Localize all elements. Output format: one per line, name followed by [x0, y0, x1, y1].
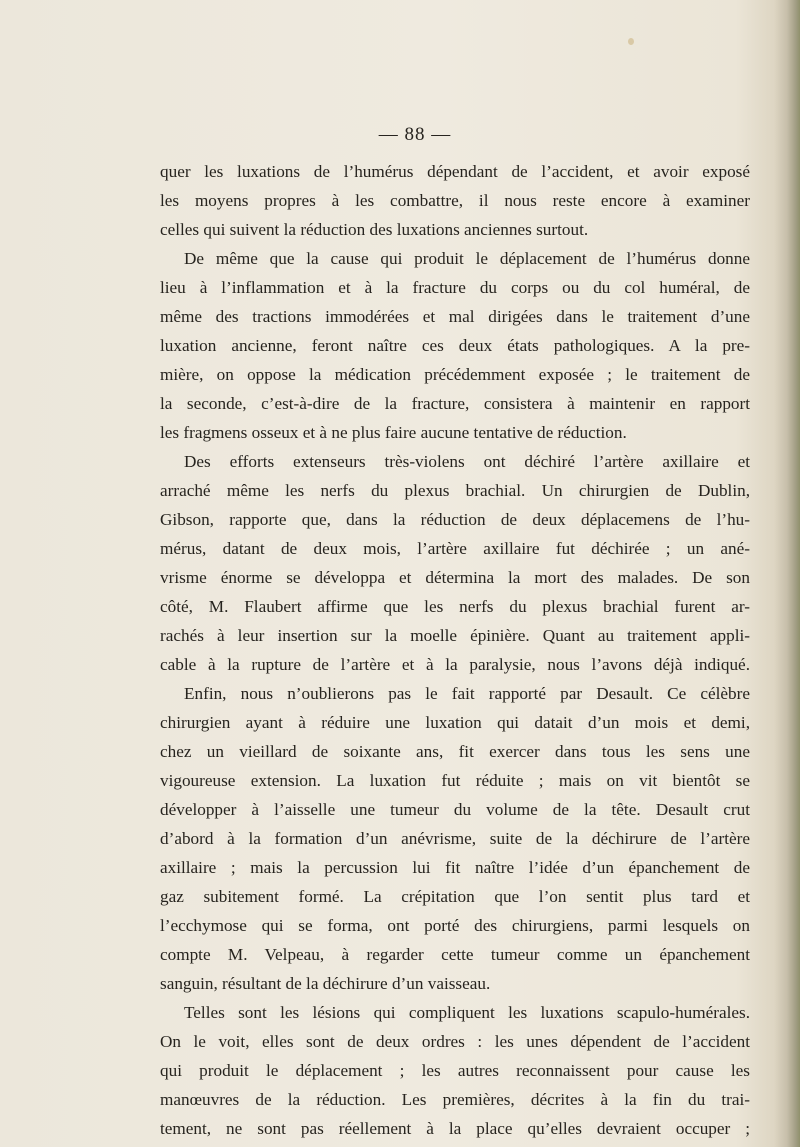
- text-line: quer les luxations de l’humérus dépendant de l’accident, et avoir exposé: [160, 162, 750, 181]
- body-text: [160, 157, 750, 1143]
- paragraph-start-line: Enfin, nous n’oublierons pas le fait rapporté par Desault. Ce célèbre: [184, 684, 750, 703]
- text-line: chirurgien ayant à réduire une luxation qui datait d’un mois et demi,: [160, 713, 750, 732]
- text-line: tement, ne sont pas réellement à la place qu’elles devraient occuper ;: [160, 1119, 750, 1138]
- text-line: l’ecchymose qui se forma, ont porté des chirurgiens, parmi lesquels on: [160, 916, 750, 935]
- text-line: vigoureuse extension. La luxation fut réduite ; mais on vit bientôt se: [160, 771, 750, 790]
- text-line: la seconde, c’est-à-dire de la fracture, consistera à maintenir en rapport: [160, 394, 750, 413]
- text-line: lieu à l’inflammation et à la fracture du corps ou du col huméral, de: [160, 278, 750, 297]
- text-line: mérus, datant de deux mois, l’artère axillaire fut déchirée ; un ané-: [160, 539, 750, 558]
- text-line: les fragmens osseux et à ne plus faire aucune tentative de réduction.: [160, 423, 627, 442]
- text-line: On le voit, elles sont de deux ordres : les unes dépendent de l’accident: [160, 1032, 750, 1051]
- text-line: compte M. Velpeau, à regarder cette tumeur comme un épanchement: [160, 945, 750, 964]
- text-line: même des tractions immodérées et mal dirigées dans le traitement d’une: [160, 307, 750, 326]
- text-line: les moyens propres à les combattre, il nous reste encore à examiner: [160, 191, 750, 210]
- page-number: — 88 —: [378, 124, 452, 145]
- text-line: rachés à leur insertion sur la moelle épinière. Quant au traitement appli-: [160, 626, 750, 645]
- text-line: chez un vieillard de soixante ans, fit exercer dans tous les sens une: [160, 742, 750, 761]
- text-line: qui produit le déplacement ; les autres reconnaissent pour cause les: [160, 1061, 750, 1080]
- paragraph-start-line: Telles sont les lésions qui compliquent les luxations scapulo-humérales.: [184, 1003, 750, 1022]
- text-line: Gibson, rapporte que, dans la réduction de deux déplacemens de l’hu-: [160, 510, 750, 529]
- paper-stain: [628, 38, 634, 45]
- text-line: arraché même les nerfs du plexus brachial. Un chirurgien de Dublin,: [160, 481, 750, 500]
- text-line: axillaire ; mais la percussion lui fit naître l’idée d’un épanchement de: [160, 858, 750, 877]
- text-line: vrisme énorme se développa et détermina la mort des malades. De son: [160, 568, 750, 587]
- text-line: manœuvres de la réduction. Les premières, décrites à la fin du trai-: [160, 1090, 750, 1109]
- paragraph-start-line: Des efforts extenseurs très-violens ont déchiré l’artère axillaire et: [184, 452, 750, 471]
- text-line: sanguin, résultant de la déchirure d’un vaisseau.: [160, 974, 491, 993]
- text-line: cable à la rupture de l’artère et à la paralysie, nous l’avons déjà indiqué.: [160, 655, 750, 674]
- page-edge-shadow: [774, 0, 800, 1147]
- text-line: d’abord à la formation d’un anévrisme, suite de la déchirure de l’artère: [160, 829, 750, 848]
- text-line: côté, M. Flaubert affirme que les nerfs du plexus brachial furent ar-: [160, 597, 750, 616]
- text-line: développer à l’aisselle une tumeur du volume de la tête. Desault crut: [160, 800, 750, 819]
- text-line: gaz subitement formé. La crépitation que l’on sentit plus tard et: [160, 887, 750, 906]
- paragraph-start-line: De même que la cause qui produit le déplacement de l’humérus donne: [184, 249, 750, 268]
- text-line: celles qui suivent la réduction des luxations anciennes surtout.: [160, 220, 589, 239]
- text-line: luxation ancienne, feront naître ces deux états pathologiques. A la pre-: [160, 336, 750, 355]
- text-line: mière, on oppose la médication précédemment exposée ; le traitement de: [160, 365, 750, 384]
